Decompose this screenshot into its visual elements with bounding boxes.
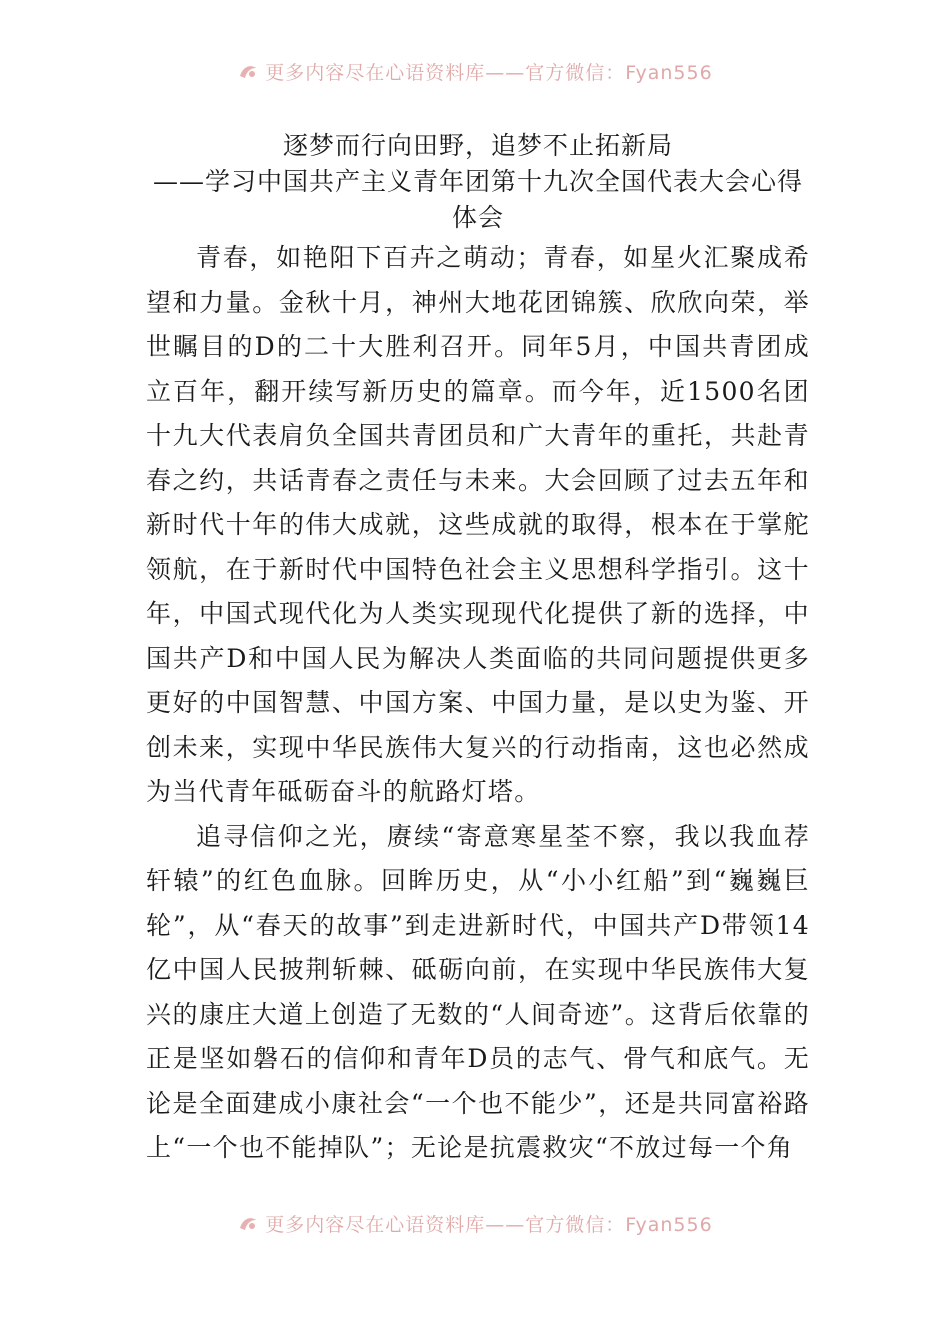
watermark-logo-icon xyxy=(237,1212,259,1234)
watermark-text: 更多内容尽在心语资料库——官方微信：Fyan556 xyxy=(265,61,713,84)
header-watermark xyxy=(0,56,950,86)
watermark-text: 更多内容尽在心语资料库——官方微信：Fyan556 xyxy=(265,1213,713,1236)
footer-watermark xyxy=(0,1208,950,1238)
document-body xyxy=(146,128,810,1171)
document-subtitle: ——学习中国共产主义青年团第十九次全国代表大会心得 xyxy=(152,167,803,196)
document-subtitle-continued: 体会 xyxy=(451,203,504,232)
document-title: 逐梦而行向田野，追梦不止拓新局 xyxy=(282,131,673,160)
paragraph-2: 追寻信仰之光，赓续“寄意寒星荃不察，我以我血荐轩辕”的红色血脉。回眸历史，从“小小红船”到“巍巍巨轮”，从“春天的故事”到走进新时代，中国共产D带领14亿中国人民披荆斩棘、砥砺向前，在实现中华民族伟大复兴的康庄大道上创造了无数的“人间奇迹”。这背后依靠的正是坚如磐石的信仰和青年D员的志气、骨气和底气。无论是全面建成小康社会“一个也不能少”，还是共同富裕路上“一个也不能掉队”；无论是抗震救灾“不放过每一个角 xyxy=(146,821,810,1162)
paragraph-1: 青春，如艳阳下百卉之萌动；青春，如星火汇聚成希望和力量。金秋十月，神州大地花团锦簇、欣欣向荣，举世瞩目的D的二十大胜利召开。同年5月，中国共青团成立百年，翻开续写新历史的篇章。而今年，近1500名团十九大代表肩负全国共青团员和广大青年的重托，共赴青春之约，共话青春之责任与未来。大会回顾了过去五年和新时代十年的伟大成就，这些成就的取得，根本在于掌舵领航，在于新时代中国特色社会主义思想科学指引。这十年，中国式现代化为人类实现现代化提供了新的选择，中国共产D和中国人民为解决人类面临的共同问题提供更多更好的中国智慧、中国方案、中国力量，是以史为鉴、开创未来，实现中华民族伟大复兴的行动指南，这也必然成为当代青年砥砺奋斗的航路灯塔。 xyxy=(146,243,810,806)
watermark-logo-icon xyxy=(237,60,259,82)
